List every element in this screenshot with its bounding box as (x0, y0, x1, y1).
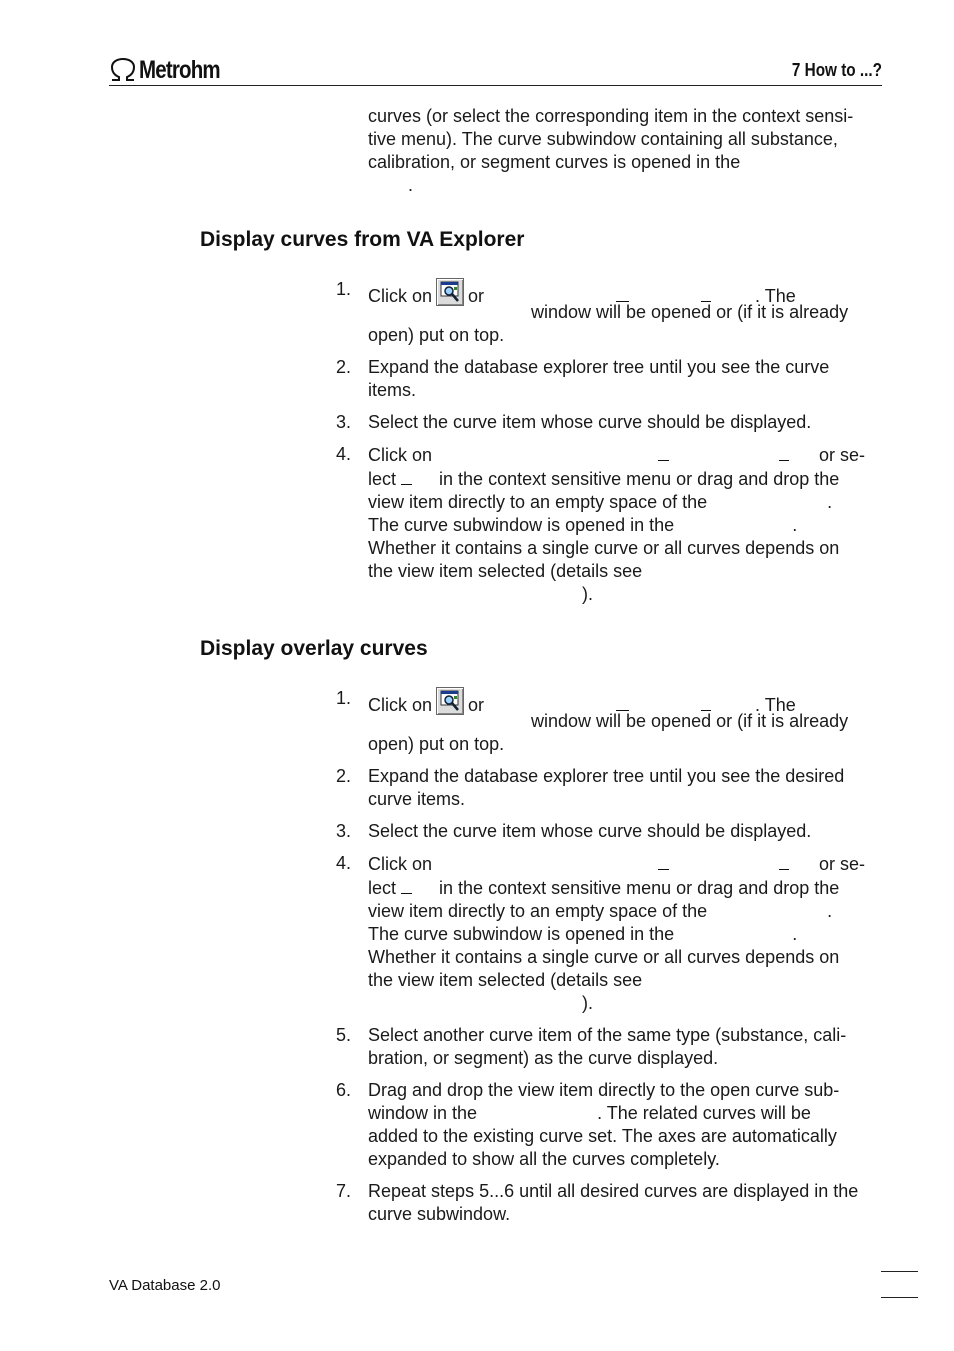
step-number: 1. (336, 688, 352, 708)
text-fragment: Click on (368, 445, 433, 465)
text-line: the view item selected (details see (368, 561, 643, 581)
text-line: open) put on top. (368, 325, 505, 345)
text-line: curve subwindow. (368, 1204, 511, 1224)
text-line: calibration, or segment curves is opened in the (368, 152, 741, 172)
text-line: the view item selected (details see (368, 970, 643, 990)
text-fragment: . (792, 515, 798, 535)
section-heading: Display overlay curves (200, 637, 428, 660)
text-fragment: . (827, 492, 833, 512)
text-line: curve items. (368, 789, 466, 809)
list-item (336, 1180, 896, 1226)
step-number: 3. (336, 412, 352, 432)
underline-mark (616, 284, 629, 302)
intro-paragraph (368, 105, 888, 197)
text-fragment: . The (755, 695, 796, 715)
text-fragment: lect (368, 878, 397, 898)
steps-list (336, 278, 896, 615)
step-number: 5. (336, 1025, 352, 1045)
explorer-toolbar-icon[interactable] (436, 687, 464, 715)
list-item (336, 411, 896, 434)
list-item (336, 820, 896, 843)
text-line: Select the curve item whose curve should be displayed. (368, 412, 812, 432)
list-item (336, 852, 896, 1015)
footer-rule-top (881, 1271, 918, 1272)
text-fragment: view item directly to an empty space of the (368, 901, 708, 921)
step-number: 7. (336, 1181, 352, 1201)
text-line: added to the existing curve set. The axes are automatically (368, 1126, 837, 1146)
text-line: Drag and drop the view item directly to the open curve sub- (368, 1080, 840, 1100)
text-line: Select another curve item of the same type (substance, cali- (368, 1025, 847, 1045)
text-line: Repeat steps 5...6 until all desired curves are displayed in the (368, 1181, 859, 1201)
text-fragment: . (792, 924, 798, 944)
text-fragment: The curve subwindow is opened in the (368, 515, 675, 535)
step-number: 2. (336, 357, 352, 377)
text-line: window will be opened or (if it is already (531, 711, 849, 731)
text-line: tive menu). The curve subwindow containing all substance, (368, 129, 838, 149)
text-fragment: Click on (368, 854, 433, 874)
text-fragment: in the context sensitive menu or drag and drop the (439, 469, 840, 489)
text-fragment: . The (755, 286, 796, 306)
omega-icon (109, 57, 137, 83)
text-fragment: or (468, 286, 485, 306)
underline-mark (658, 852, 669, 870)
text-fragment: view item directly to an empty space of the (368, 492, 708, 512)
step-number: 3. (336, 821, 352, 841)
text-fragment: window in the (368, 1103, 478, 1123)
text-line: window will be opened or (if it is already (531, 302, 849, 322)
text-fragment: or se- (819, 445, 866, 465)
underline-mark (779, 852, 789, 870)
text-line: ). (582, 993, 593, 1013)
text-fragment: or (468, 695, 485, 715)
list-item (336, 443, 896, 606)
list-item (336, 278, 896, 347)
text-line: Whether it contains a single curve or all curves depends on (368, 947, 840, 967)
steps-list (336, 687, 896, 1235)
list-item (336, 1024, 896, 1070)
underline-mark (658, 443, 669, 461)
text-line: bration, or segment) as the curve displayed. (368, 1048, 719, 1068)
text-line: items. (368, 380, 417, 400)
step-number: 1. (336, 279, 352, 299)
text-line: curves (or select the corresponding item in the context sensi- (368, 106, 854, 126)
text-line: Whether it contains a single curve or all curves depends on (368, 538, 840, 558)
footer-rule-bottom (881, 1297, 918, 1298)
text-fragment: The curve subwindow is opened in the (368, 924, 675, 944)
step-number: 4. (336, 444, 352, 464)
explorer-toolbar-icon[interactable] (436, 278, 464, 306)
text-line: . (408, 175, 414, 195)
text-fragment: Click on (368, 695, 433, 715)
header-divider (109, 85, 882, 86)
section-heading: Display curves from VA Explorer (200, 228, 525, 251)
underline-mark (701, 693, 711, 711)
underline-mark (779, 443, 789, 461)
list-item (336, 356, 896, 402)
text-fragment: . (827, 901, 833, 921)
metrohm-logo (109, 55, 238, 85)
list-item (336, 765, 896, 811)
underline-mark (401, 876, 412, 894)
text-fragment: lect (368, 469, 397, 489)
text-line: open) put on top. (368, 734, 505, 754)
step-number: 2. (336, 766, 352, 786)
text-line: expanded to show all the curves completely. (368, 1149, 720, 1169)
text-fragment: in the context sensitive menu or drag and drop the (439, 878, 840, 898)
text-fragment: or se- (819, 854, 866, 874)
text-line: Expand the database explorer tree until you see the desired (368, 766, 845, 786)
text-line: Select the curve item whose curve should be displayed. (368, 821, 812, 841)
text-fragment: . The related curves will be (597, 1103, 811, 1123)
step-number: 6. (336, 1080, 352, 1100)
footer-product: VA Database 2.0 (109, 1277, 221, 1294)
text-line: ). (582, 584, 593, 604)
text-line: Expand the database explorer tree until you see the curve (368, 357, 830, 377)
brand-name: Metrohm (139, 55, 220, 84)
step-number: 4. (336, 853, 352, 873)
list-item (336, 1079, 896, 1171)
underline-mark (701, 284, 711, 302)
text-fragment: Click on (368, 286, 433, 306)
underline-mark (616, 693, 629, 711)
underline-mark (401, 467, 412, 485)
chapter-title: 7 How to ...? (791, 60, 882, 80)
list-item (336, 687, 896, 756)
